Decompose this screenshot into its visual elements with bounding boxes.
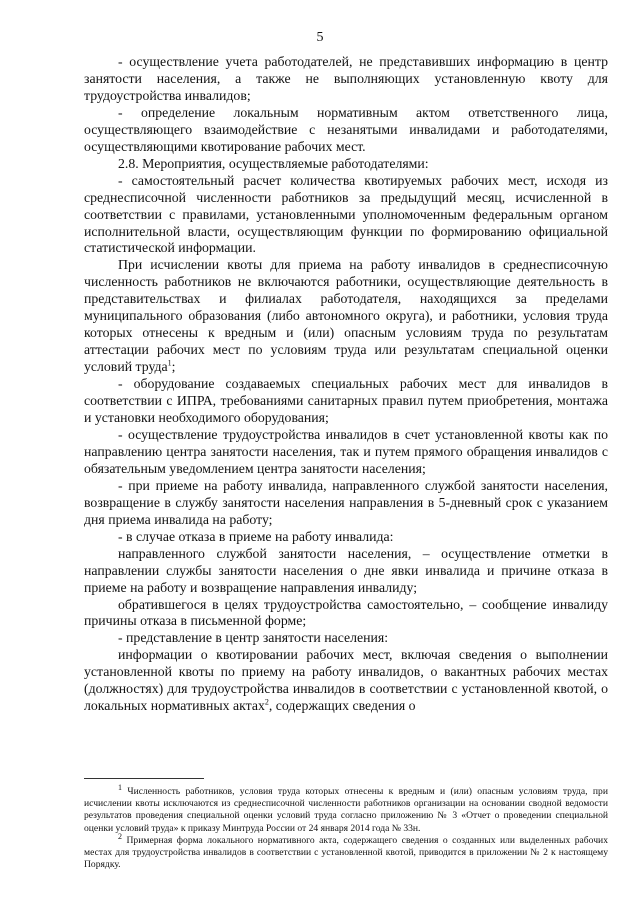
paragraph-text: обратившегося в целях трудоустройства самостоятельно, – сообщение инвалиду причины отказа в письменной форме; — [84, 596, 608, 629]
paragraph — [84, 529, 608, 546]
footnote-text: Примерная форма локального нормативного акта, содержащего сведения о созданных или выделенных рабочих местах для трудоустройства инвалидов в соответствии с установленной квотой, приводится в приложении № 2 к настоящему Порядку. — [84, 834, 608, 871]
paragraph-text-tail: ; — [171, 359, 176, 375]
paragraph-text: информации о квотировании рабочих мест, включая сведения о выполнении установленной квоты по приему на работу инвалидов, о вакантных рабочих местах (должностях) для трудоустройства инвалидов в соответствии с установленной квотой, о локальных нормативных актах — [84, 647, 608, 714]
section-heading — [84, 156, 608, 173]
paragraph — [84, 54, 608, 105]
document-body — [84, 54, 608, 715]
paragraph-text: направленного службой занятости населения, – осуществление отметки в направлении службы занятости населения о дне явки инвалида и причине отказа в приеме на работу и возвращение направления инвалиду; — [84, 545, 608, 595]
paragraph-text: 2.8. Мероприятия, осуществляемые работодателями: — [118, 155, 429, 171]
paragraph-text: - самостоятельный расчет количества квотируемых рабочих мест, исходя из среднесписочной численности работников за предыдущий месяц, исчисленной в соответствии с правилами, установленными уполномоченным федеральным органом исполнительной власти, осуществляющим функции по формированию официальной статистической информации. — [84, 172, 608, 256]
paragraph — [84, 597, 608, 631]
paragraph — [84, 173, 608, 258]
page-number: 5 — [316, 30, 324, 45]
footnotes — [84, 782, 608, 871]
footnote-marker: 1 — [118, 782, 122, 792]
paragraph — [84, 376, 608, 427]
paragraph — [84, 546, 608, 597]
footnote — [84, 831, 608, 872]
paragraph-text: - представление в центр занятости населения: — [118, 630, 389, 646]
paragraph — [84, 427, 608, 478]
paragraph — [84, 105, 608, 156]
paragraph — [84, 647, 608, 715]
paragraph — [84, 257, 608, 376]
paragraph-text: - оборудование создаваемых специальных рабочих мест для инвалидов в соответствии с ИПРА, требованиями санитарных правил путем приобретения, монтажа и установки необходимого оборудования; — [84, 376, 608, 426]
paragraph-text-tail: , содержащих сведения о — [268, 698, 416, 714]
paragraph-text: - при приеме на работу инвалида, направленного службой занятости населения, возвращение в службу занятости населения направления в 5-дневный срок с указанием дня приема инвалида на работу; — [84, 477, 608, 527]
paragraph-text: - определение локальным нормативным актом ответственного лица, осуществляющего взаимодействие с незанятыми инвалидами и работодателями, осуществляющими квотирование рабочих мест. — [84, 104, 608, 154]
footnote-divider — [84, 778, 204, 779]
footnote — [84, 782, 608, 835]
paragraph — [84, 630, 608, 647]
paragraph-text: - осуществление трудоустройства инвалидов в счет установленной квоты как по направлению центра занятости населения, так и путем прямого обращения инвалидов с обязательным уведомлением центра занятости населения; — [84, 426, 608, 476]
paragraph-text: - в случае отказа в приеме на работу инвалида: — [118, 528, 394, 544]
footnote-text: Численность работников, условия труда которых отнесены к вредным и (или) опасным условиям труда, при исчислении квоты исключаются из среднесписочной численности работников организации на основании сводной ведомости результатов проведения специальной оценки условий труда согласно приложению № 3 «Отчет о проведении специальной оценки условий труда» к приказу Минтруда России от 24 января 2014 года № 33н. — [84, 786, 608, 834]
footnote-marker: 2 — [118, 831, 122, 841]
paragraph-text: - осуществление учета работодателей, не представивших информацию в центр занятости населения, а также не выполняющих установленную квоту для трудоустройства инвалидов; — [84, 54, 608, 103]
footnote-ref: 1 — [167, 358, 172, 368]
paragraph-text: При исчислении квоты для приема на работу инвалидов в среднесписочную численность работников не включаются работники, осуществляющие деятельность в представительствах и филиалах работодателя, находящихся за пределами муниципального образования (либо автономного округа), и работники, условия труда которых отнесены к вредным и (или) опасным условиям труда по результатам аттестации рабочих мест по условиям труда или результатам специальной оценки условий труда — [84, 257, 608, 375]
paragraph — [84, 478, 608, 529]
footnote-ref: 2 — [264, 697, 269, 707]
